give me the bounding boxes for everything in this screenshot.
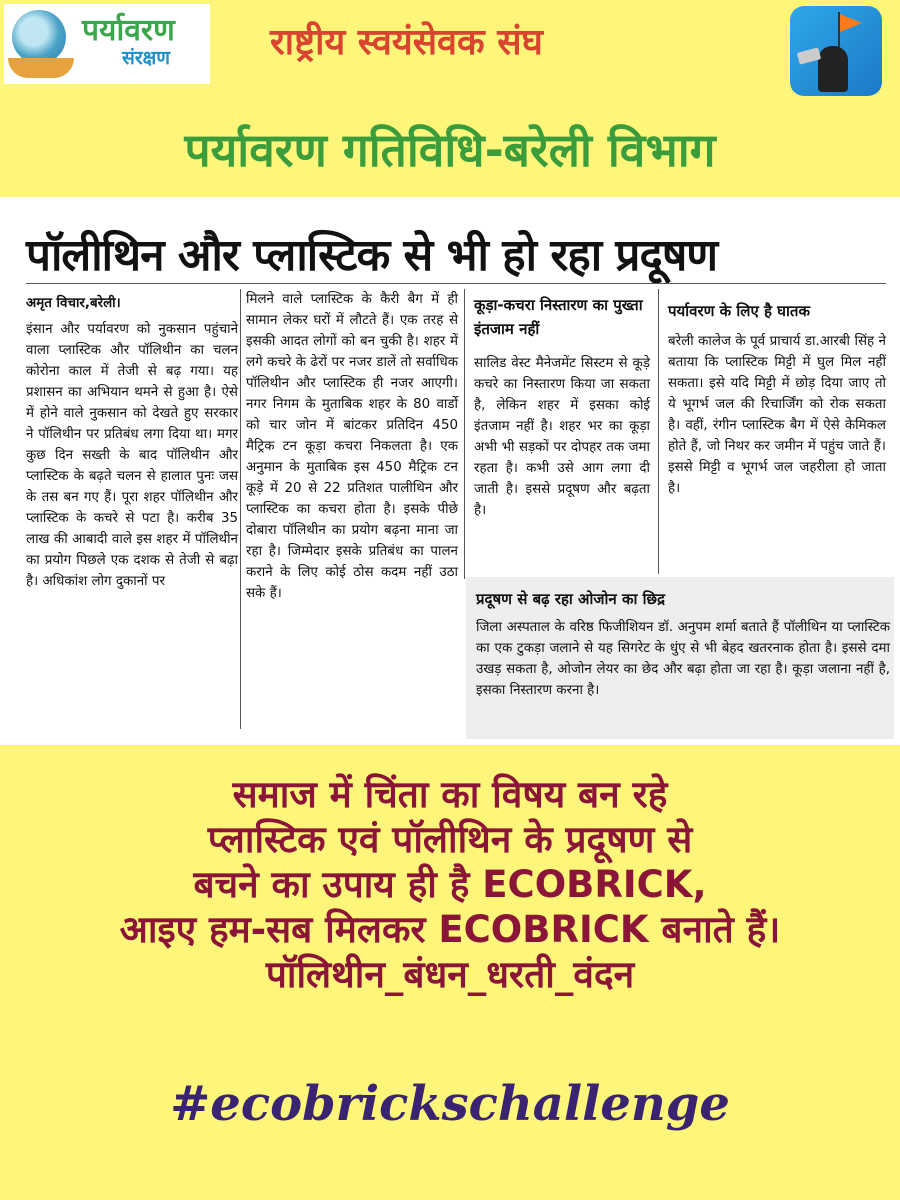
organization-title: राष्ट्रीय स्वयंसेवक संघ: [270, 22, 543, 63]
article-column-3: सालिड वेस्ट मैनेजमेंट सिस्टम से कूड़े कचरे का निस्तारण किया जा सकता है, लेकिन शहर में इसका कोई इंतजाम नहीं है। शहर भर का कूड़ा अभी भी सड़कों पर दोपहर तक जमा रहता है। कभी उसे आग लगा दी जाती है। इससे प्रदूषण और बढ़ता है।: [474, 356, 650, 518]
article-column-4: बरेली कालेज के पूर्व प्राचार्य डा.आरबी सिंह ने बताया कि प्लास्टिक मिट्टी में घुल मिल नहीं सकता। इसे यदि मिट्टी में छोड़ दिया जाए तो ये भूगर्भ जल की रिचार्जिंग को रोक सकता है। वहीं, रंगीन प्लास्टिक बैग में ऐसे केमिकल होते हैं, जो निथर कर जमीन में पहुंच जाते हैं। इससे मिट्टी व भूगर्भ जल जहरीला हो जाता है।: [668, 334, 886, 496]
environment-protection-logo: [4, 4, 210, 84]
clipping-headline: पॉलीथिन और प्लास्टिक से भी हो रहा प्रदूषण: [26, 230, 718, 281]
header: [0, 0, 900, 100]
division-title: पर्यावरण गतिविधि-बरेली विभाग: [184, 123, 716, 177]
byline: अमृत विचार,बरेली।: [26, 296, 121, 311]
column-divider: [464, 289, 465, 579]
logo-title: पर्यावरण: [82, 13, 175, 48]
logo-subtitle: संरक्षण: [122, 47, 170, 69]
newspaper-clipping: [0, 197, 900, 745]
message-line-2: प्लास्टिक एवं पॉलीथिन के प्रदूषण से: [207, 818, 693, 861]
column-3-heading: कूड़ा-कचरा निस्तारण का पुख्ता इंतजाम नहीं: [474, 296, 643, 338]
hashtag: #ecobrickschallenge: [170, 1076, 730, 1132]
message-line-3: बचने का उपाय ही है ECOBRICK,: [193, 863, 707, 906]
saffron-flag-icon: [840, 14, 862, 32]
message-line-4: आइए हम-सब मिलकर ECOBRICK बनाते हैं।: [119, 908, 781, 951]
article-column-2: मिलने वाले प्लास्टिक के कैरी बैग में ही सामान लेकर घरों में लौटते हैं। एक तरह से इसकी आदत लोगों को बन चुकी है। शहर में लगे कचरे के ढेरों पर नजर डालें तो सर्वाधिक पॉलिथीन और प्लास्टिक ही नजर आएगी। नगर निगम के मुताबिक शहर के 80 वार्डो को चार जोन में बांटकर प्रतिदिन 450 मैट्रिक टन कूड़ा कचरा निकलता है। एक अनुमान के मुताबिक इस 450 मैट्रिक टन कूड़े में 20 से 22 प्रतिशत पालीथिन और प्लास्टिक का कचरा होता है। इसके पीछे दोबारा पॉलिथीन का प्रयोग बढ़ना माना जा रहा है। जिम्मेदार इसके प्रतिबंध का पालन कराने के लिए कोई ठोस कदम नहीं उठा सके हैं।: [246, 292, 458, 601]
column-4-heading: पर्यावरण के लिए है घातक: [668, 302, 810, 320]
rss-flag-horn-icon: [790, 6, 882, 96]
message-line-5: पॉलिथीन_बंधन_धरती_वंदन: [265, 953, 635, 996]
message-line-1: समाज में चिंता का विषय बन रहे: [232, 773, 668, 816]
ozone-box-text: जिला अस्पताल के वरिष्ठ फिजीशियन डॉ. अनुपम शर्मा बताते हैं पॉलीथिन या प्लास्टिक का एक टुकड़ा जलाने से यह सिगरेट के धुंए से भी बेहद खतरनाक होता है। इससे दमा उखड़ सकता है, ओजोन लेयर का छेद और बढ़ा होता जा रहा है। कूड़ा जलाना नहीं है, इसका निस्तारण करना है।: [476, 620, 890, 698]
awareness-message: [0, 772, 900, 997]
headline-divider: [26, 283, 886, 284]
hands-icon: [8, 58, 74, 78]
column-divider: [658, 289, 659, 574]
globe-hands-logo-icon: [12, 10, 66, 64]
ozone-box-heading: प्रदूषण से बढ़ रहा ओजोन का छिद्र: [476, 590, 665, 608]
article-column-1: इंसान और पर्यावरण को नुकसान पहुंचाने वाला प्लास्टिक और पॉलिथीन का चलन कोरोना काल में तेजी से बढ़ गया। यह प्रशासन का अभियान थमने से हुआ है। ऐसे में होने वाले नुकसान को देखते हुए सरकार ने पॉलिथीन पर प्रतिबंध लगा दिया था। मगर कुछ दिन सख्ती के बाद पॉलिथीन और प्लास्टिक के बढ़ते चलन से हालात पुनः जस के तस बन गए हैं। पूरा शहर पॉलिथीन और प्लास्टिक के कचरे से पटा है। करीब 35 लाख की आबादी वाले इस शहर में पॉलिथीन का प्रयोग पिछले एक दशक से तेजी से बढ़ा है। अधिकांश लोग दुकानों पर: [26, 322, 238, 589]
person-silhouette-icon: [818, 46, 848, 92]
column-divider: [240, 289, 241, 729]
